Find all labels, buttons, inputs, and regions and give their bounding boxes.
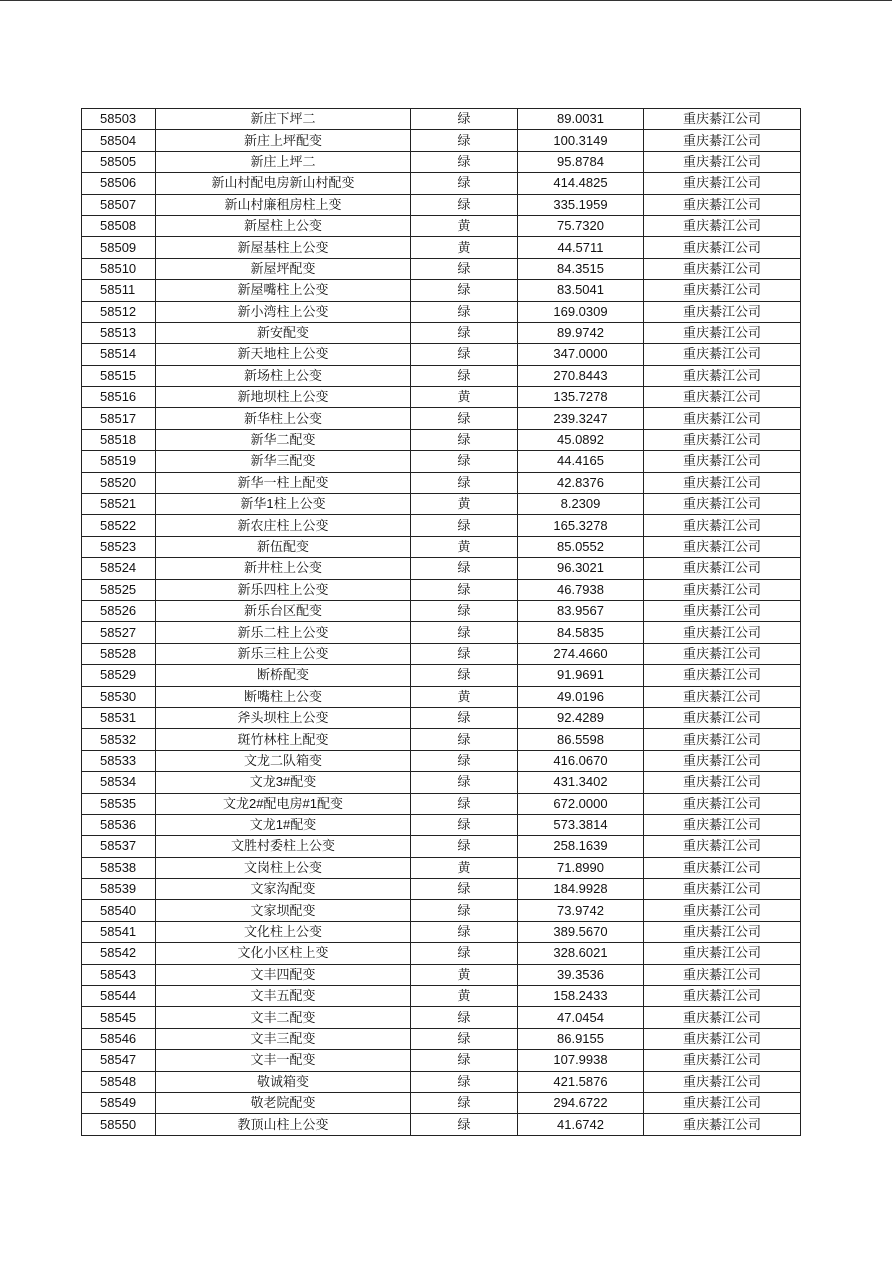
cell-id: 58548 <box>82 1071 156 1092</box>
cell-status: 绿 <box>411 643 518 664</box>
cell-company: 重庆綦江公司 <box>644 1114 801 1135</box>
cell-name: 新农庄柱上公变 <box>156 515 411 536</box>
cell-value: 84.5835 <box>518 622 644 643</box>
cell-value: 294.6722 <box>518 1092 644 1113</box>
cell-name: 文家沟配变 <box>156 879 411 900</box>
cell-status: 绿 <box>411 600 518 621</box>
cell-value: 44.4165 <box>518 451 644 472</box>
cell-name: 新屋柱上公变 <box>156 215 411 236</box>
cell-company: 重庆綦江公司 <box>644 558 801 579</box>
cell-name: 新庄上坪配变 <box>156 130 411 151</box>
cell-value: 100.3149 <box>518 130 644 151</box>
table-row <box>82 451 801 472</box>
cell-company: 重庆綦江公司 <box>644 151 801 172</box>
cell-id: 58540 <box>82 900 156 921</box>
table-row <box>82 964 801 985</box>
cell-status: 黄 <box>411 215 518 236</box>
cell-company: 重庆綦江公司 <box>644 836 801 857</box>
table-row <box>82 1114 801 1135</box>
cell-company: 重庆綦江公司 <box>644 109 801 130</box>
cell-company: 重庆綦江公司 <box>644 900 801 921</box>
cell-status: 绿 <box>411 429 518 450</box>
cell-name: 文丰五配变 <box>156 986 411 1007</box>
table-row <box>82 280 801 301</box>
cell-value: 42.8376 <box>518 472 644 493</box>
cell-company: 重庆綦江公司 <box>644 301 801 322</box>
cell-id: 58546 <box>82 1028 156 1049</box>
table-row <box>82 109 801 130</box>
table-row <box>82 707 801 728</box>
cell-value: 135.7278 <box>518 387 644 408</box>
cell-value: 347.0000 <box>518 344 644 365</box>
cell-status: 绿 <box>411 750 518 771</box>
cell-company: 重庆綦江公司 <box>644 130 801 151</box>
table-row <box>82 1007 801 1028</box>
cell-company: 重庆綦江公司 <box>644 1007 801 1028</box>
cell-value: 75.7320 <box>518 215 644 236</box>
cell-id: 58543 <box>82 964 156 985</box>
cell-status: 绿 <box>411 151 518 172</box>
cell-value: 672.0000 <box>518 793 644 814</box>
cell-company: 重庆綦江公司 <box>644 1028 801 1049</box>
cell-name: 文家坝配变 <box>156 900 411 921</box>
cell-status: 绿 <box>411 921 518 942</box>
cell-id: 58539 <box>82 879 156 900</box>
cell-value: 47.0454 <box>518 1007 644 1028</box>
cell-company: 重庆綦江公司 <box>644 387 801 408</box>
cell-company: 重庆綦江公司 <box>644 258 801 279</box>
table-row <box>82 515 801 536</box>
cell-name: 新场柱上公变 <box>156 365 411 386</box>
page-top-border <box>0 0 892 1</box>
cell-id: 58544 <box>82 986 156 1007</box>
cell-status: 绿 <box>411 322 518 343</box>
cell-value: 258.1639 <box>518 836 644 857</box>
table-row <box>82 793 801 814</box>
cell-name: 文丰三配变 <box>156 1028 411 1049</box>
cell-value: 431.3402 <box>518 772 644 793</box>
cell-id: 58511 <box>82 280 156 301</box>
cell-id: 58526 <box>82 600 156 621</box>
cell-status: 绿 <box>411 579 518 600</box>
table-row <box>82 472 801 493</box>
cell-value: 91.9691 <box>518 665 644 686</box>
cell-name: 文丰一配变 <box>156 1050 411 1071</box>
cell-name: 新安配变 <box>156 322 411 343</box>
cell-id: 58527 <box>82 622 156 643</box>
cell-value: 328.6021 <box>518 943 644 964</box>
cell-value: 73.9742 <box>518 900 644 921</box>
cell-name: 新乐台区配变 <box>156 600 411 621</box>
cell-status: 绿 <box>411 558 518 579</box>
cell-name: 新华柱上公变 <box>156 408 411 429</box>
cell-name: 新华1柱上公变 <box>156 494 411 515</box>
cell-name: 新地坝柱上公变 <box>156 387 411 408</box>
cell-status: 绿 <box>411 258 518 279</box>
cell-name: 敬老院配变 <box>156 1092 411 1113</box>
cell-status: 绿 <box>411 515 518 536</box>
cell-value: 165.3278 <box>518 515 644 536</box>
table-row <box>82 365 801 386</box>
table-row <box>82 130 801 151</box>
cell-name: 新山村廉租房柱上变 <box>156 194 411 215</box>
cell-company: 重庆綦江公司 <box>644 451 801 472</box>
cell-value: 184.9928 <box>518 879 644 900</box>
cell-company: 重庆綦江公司 <box>644 622 801 643</box>
table-body <box>82 109 801 1136</box>
cell-name: 文龙1#配变 <box>156 814 411 835</box>
cell-company: 重庆綦江公司 <box>644 793 801 814</box>
table-row <box>82 729 801 750</box>
cell-status: 绿 <box>411 900 518 921</box>
cell-status: 黄 <box>411 686 518 707</box>
cell-status: 黄 <box>411 494 518 515</box>
cell-company: 重庆綦江公司 <box>644 1071 801 1092</box>
cell-value: 46.7938 <box>518 579 644 600</box>
cell-value: 169.0309 <box>518 301 644 322</box>
cell-value: 83.5041 <box>518 280 644 301</box>
cell-id: 58516 <box>82 387 156 408</box>
cell-status: 绿 <box>411 301 518 322</box>
cell-status: 绿 <box>411 879 518 900</box>
cell-name: 新井柱上公变 <box>156 558 411 579</box>
cell-company: 重庆綦江公司 <box>644 237 801 258</box>
cell-name: 文丰二配变 <box>156 1007 411 1028</box>
cell-status: 绿 <box>411 814 518 835</box>
cell-id: 58508 <box>82 215 156 236</box>
cell-value: 416.0670 <box>518 750 644 771</box>
cell-id: 58521 <box>82 494 156 515</box>
cell-value: 158.2433 <box>518 986 644 1007</box>
cell-name: 文化小区柱上变 <box>156 943 411 964</box>
cell-name: 新乐四柱上公变 <box>156 579 411 600</box>
cell-id: 58535 <box>82 793 156 814</box>
cell-id: 58505 <box>82 151 156 172</box>
cell-company: 重庆綦江公司 <box>644 986 801 1007</box>
table-row <box>82 665 801 686</box>
cell-company: 重庆綦江公司 <box>644 173 801 194</box>
table-row <box>82 814 801 835</box>
cell-company: 重庆綦江公司 <box>644 515 801 536</box>
cell-name: 新小湾柱上公变 <box>156 301 411 322</box>
cell-status: 黄 <box>411 857 518 878</box>
cell-status: 绿 <box>411 1007 518 1028</box>
cell-name: 新华二配变 <box>156 429 411 450</box>
table-row <box>82 879 801 900</box>
cell-company: 重庆綦江公司 <box>644 729 801 750</box>
cell-company: 重庆綦江公司 <box>644 215 801 236</box>
cell-company: 重庆綦江公司 <box>644 280 801 301</box>
cell-id: 58531 <box>82 707 156 728</box>
table-row <box>82 536 801 557</box>
table-row <box>82 772 801 793</box>
table-row <box>82 1028 801 1049</box>
cell-company: 重庆綦江公司 <box>644 344 801 365</box>
cell-id: 58545 <box>82 1007 156 1028</box>
cell-status: 绿 <box>411 472 518 493</box>
cell-status: 黄 <box>411 536 518 557</box>
table-row <box>82 322 801 343</box>
cell-company: 重庆綦江公司 <box>644 472 801 493</box>
table-row <box>82 344 801 365</box>
cell-status: 黄 <box>411 986 518 1007</box>
cell-value: 86.9155 <box>518 1028 644 1049</box>
cell-status: 绿 <box>411 622 518 643</box>
cell-value: 414.4825 <box>518 173 644 194</box>
cell-value: 573.3814 <box>518 814 644 835</box>
table-row <box>82 387 801 408</box>
cell-name: 文龙3#配变 <box>156 772 411 793</box>
cell-company: 重庆綦江公司 <box>644 536 801 557</box>
cell-value: 96.3021 <box>518 558 644 579</box>
table-row <box>82 494 801 515</box>
cell-name: 新华三配变 <box>156 451 411 472</box>
cell-status: 绿 <box>411 1050 518 1071</box>
cell-status: 绿 <box>411 1028 518 1049</box>
cell-id: 58534 <box>82 772 156 793</box>
table-row <box>82 1071 801 1092</box>
cell-id: 58530 <box>82 686 156 707</box>
cell-name: 断桥配变 <box>156 665 411 686</box>
table-row <box>82 408 801 429</box>
cell-id: 58537 <box>82 836 156 857</box>
cell-company: 重庆綦江公司 <box>644 879 801 900</box>
cell-company: 重庆綦江公司 <box>644 643 801 664</box>
cell-id: 58522 <box>82 515 156 536</box>
cell-value: 85.0552 <box>518 536 644 557</box>
cell-name: 新屋坪配变 <box>156 258 411 279</box>
cell-status: 绿 <box>411 280 518 301</box>
cell-value: 89.9742 <box>518 322 644 343</box>
cell-id: 58504 <box>82 130 156 151</box>
cell-id: 58514 <box>82 344 156 365</box>
cell-name: 文化柱上公变 <box>156 921 411 942</box>
cell-id: 58518 <box>82 429 156 450</box>
cell-value: 83.9567 <box>518 600 644 621</box>
cell-status: 绿 <box>411 194 518 215</box>
cell-company: 重庆綦江公司 <box>644 943 801 964</box>
cell-name: 新庄上坪二 <box>156 151 411 172</box>
cell-status: 绿 <box>411 365 518 386</box>
cell-name: 文丰四配变 <box>156 964 411 985</box>
table-row <box>82 151 801 172</box>
cell-value: 44.5711 <box>518 237 644 258</box>
cell-status: 绿 <box>411 1071 518 1092</box>
cell-value: 8.2309 <box>518 494 644 515</box>
cell-id: 58512 <box>82 301 156 322</box>
cell-id: 58549 <box>82 1092 156 1113</box>
cell-company: 重庆綦江公司 <box>644 857 801 878</box>
cell-value: 335.1959 <box>518 194 644 215</box>
cell-name: 新伍配变 <box>156 536 411 557</box>
cell-company: 重庆綦江公司 <box>644 772 801 793</box>
cell-status: 绿 <box>411 943 518 964</box>
table-row <box>82 1092 801 1113</box>
cell-value: 41.6742 <box>518 1114 644 1135</box>
cell-company: 重庆綦江公司 <box>644 429 801 450</box>
cell-value: 45.0892 <box>518 429 644 450</box>
cell-id: 58533 <box>82 750 156 771</box>
table-row <box>82 622 801 643</box>
table-row <box>82 558 801 579</box>
cell-id: 58503 <box>82 109 156 130</box>
table-row <box>82 237 801 258</box>
cell-value: 95.8784 <box>518 151 644 172</box>
cell-name: 新天地柱上公变 <box>156 344 411 365</box>
cell-value: 39.3536 <box>518 964 644 985</box>
cell-status: 绿 <box>411 707 518 728</box>
cell-id: 58519 <box>82 451 156 472</box>
cell-status: 绿 <box>411 109 518 130</box>
cell-name: 断嘴柱上公变 <box>156 686 411 707</box>
cell-status: 绿 <box>411 408 518 429</box>
cell-name: 新屋基柱上公变 <box>156 237 411 258</box>
cell-company: 重庆綦江公司 <box>644 579 801 600</box>
table-row <box>82 429 801 450</box>
cell-id: 58529 <box>82 665 156 686</box>
table-row <box>82 1050 801 1071</box>
table-row <box>82 857 801 878</box>
cell-company: 重庆綦江公司 <box>644 322 801 343</box>
cell-id: 58547 <box>82 1050 156 1071</box>
cell-name: 斑竹林柱上配变 <box>156 729 411 750</box>
cell-value: 239.3247 <box>518 408 644 429</box>
cell-status: 绿 <box>411 772 518 793</box>
cell-name: 新乐二柱上公变 <box>156 622 411 643</box>
cell-value: 89.0031 <box>518 109 644 130</box>
table-row <box>82 750 801 771</box>
cell-company: 重庆綦江公司 <box>644 194 801 215</box>
cell-name: 文龙二队箱变 <box>156 750 411 771</box>
table-row <box>82 643 801 664</box>
table-row <box>82 173 801 194</box>
cell-name: 新屋嘴柱上公变 <box>156 280 411 301</box>
cell-company: 重庆綦江公司 <box>644 707 801 728</box>
table-row <box>82 900 801 921</box>
cell-id: 58550 <box>82 1114 156 1135</box>
cell-status: 绿 <box>411 665 518 686</box>
cell-status: 绿 <box>411 836 518 857</box>
cell-name: 教顶山柱上公变 <box>156 1114 411 1135</box>
cell-status: 黄 <box>411 387 518 408</box>
cell-status: 黄 <box>411 237 518 258</box>
cell-value: 92.4289 <box>518 707 644 728</box>
table-row <box>82 579 801 600</box>
table-row <box>82 600 801 621</box>
cell-status: 绿 <box>411 451 518 472</box>
cell-company: 重庆綦江公司 <box>644 814 801 835</box>
cell-value: 86.5598 <box>518 729 644 750</box>
cell-company: 重庆綦江公司 <box>644 600 801 621</box>
cell-name: 敬诚箱变 <box>156 1071 411 1092</box>
cell-status: 绿 <box>411 1092 518 1113</box>
cell-id: 58532 <box>82 729 156 750</box>
cell-company: 重庆綦江公司 <box>644 750 801 771</box>
cell-status: 绿 <box>411 130 518 151</box>
cell-id: 58523 <box>82 536 156 557</box>
cell-value: 84.3515 <box>518 258 644 279</box>
cell-id: 58528 <box>82 643 156 664</box>
cell-name: 新华一柱上配变 <box>156 472 411 493</box>
cell-value: 71.8990 <box>518 857 644 878</box>
cell-id: 58542 <box>82 943 156 964</box>
cell-id: 58510 <box>82 258 156 279</box>
cell-id: 58536 <box>82 814 156 835</box>
table-row <box>82 836 801 857</box>
cell-status: 绿 <box>411 344 518 365</box>
cell-id: 58541 <box>82 921 156 942</box>
cell-id: 58509 <box>82 237 156 258</box>
cell-company: 重庆綦江公司 <box>644 964 801 985</box>
cell-name: 新乐三柱上公变 <box>156 643 411 664</box>
table-row <box>82 943 801 964</box>
cell-company: 重庆綦江公司 <box>644 1050 801 1071</box>
cell-status: 绿 <box>411 793 518 814</box>
cell-id: 58507 <box>82 194 156 215</box>
cell-company: 重庆綦江公司 <box>644 665 801 686</box>
cell-id: 58525 <box>82 579 156 600</box>
cell-value: 421.5876 <box>518 1071 644 1092</box>
cell-value: 49.0196 <box>518 686 644 707</box>
table-row <box>82 194 801 215</box>
cell-name: 新庄下坪二 <box>156 109 411 130</box>
table-row <box>82 215 801 236</box>
cell-id: 58538 <box>82 857 156 878</box>
table-row <box>82 921 801 942</box>
cell-status: 黄 <box>411 964 518 985</box>
cell-value: 107.9938 <box>518 1050 644 1071</box>
cell-status: 绿 <box>411 173 518 194</box>
cell-id: 58524 <box>82 558 156 579</box>
cell-status: 绿 <box>411 729 518 750</box>
cell-id: 58517 <box>82 408 156 429</box>
cell-company: 重庆綦江公司 <box>644 494 801 515</box>
cell-company: 重庆綦江公司 <box>644 686 801 707</box>
data-table <box>81 108 801 1136</box>
cell-value: 274.4660 <box>518 643 644 664</box>
cell-company: 重庆綦江公司 <box>644 365 801 386</box>
table-row <box>82 258 801 279</box>
cell-value: 389.5670 <box>518 921 644 942</box>
cell-value: 270.8443 <box>518 365 644 386</box>
cell-company: 重庆綦江公司 <box>644 921 801 942</box>
table-row <box>82 301 801 322</box>
cell-name: 文龙2#配电房#1配变 <box>156 793 411 814</box>
cell-id: 58506 <box>82 173 156 194</box>
cell-name: 斧头坝柱上公变 <box>156 707 411 728</box>
table-row <box>82 986 801 1007</box>
table-row <box>82 686 801 707</box>
cell-name: 文岗柱上公变 <box>156 857 411 878</box>
cell-company: 重庆綦江公司 <box>644 1092 801 1113</box>
cell-company: 重庆綦江公司 <box>644 408 801 429</box>
cell-id: 58513 <box>82 322 156 343</box>
cell-name: 新山村配电房新山村配变 <box>156 173 411 194</box>
cell-id: 58520 <box>82 472 156 493</box>
cell-id: 58515 <box>82 365 156 386</box>
cell-status: 绿 <box>411 1114 518 1135</box>
cell-name: 文胜村委柱上公变 <box>156 836 411 857</box>
